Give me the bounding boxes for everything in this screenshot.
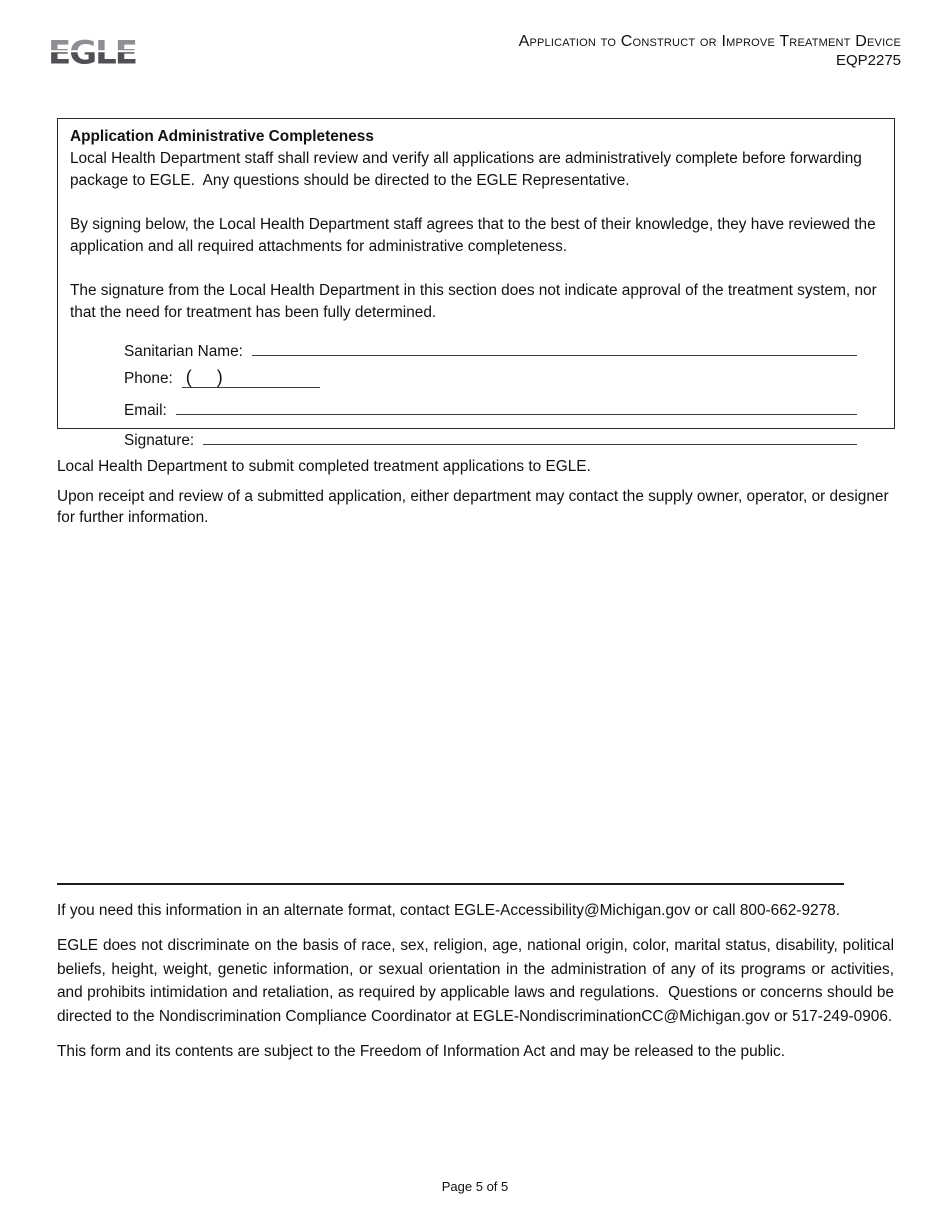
signature-label: Signature:	[124, 431, 195, 449]
signature-row	[124, 425, 857, 455]
page-number: Page 5 of 5	[441, 1179, 509, 1194]
nondiscrimination-note: EGLE does not discriminate on the basis of race, sex, religion, age, national origin, color, marital status, disability, political beliefs, height, weight, genetic information, or sexual orientation in the administration of any of its programs or activities, and prohibits intimidation and retaliation, as required by applicable laws and regulations. Questions or concerns should be directed to the Nondiscrimination Compliance Coordinator at EGLE-NondiscriminationCC@Michigan.gov or 517-249-0906.	[57, 937, 894, 1025]
foia-note: This form and its contents are subject to the Freedom of Information Act and may be released to the public.	[57, 1043, 786, 1061]
phone-label: Phone:	[124, 369, 173, 387]
section-title: Application Administrative Completeness	[70, 128, 374, 145]
footnote-divider	[57, 883, 844, 885]
email-label: Email:	[124, 402, 167, 419]
administrative-completeness-section	[57, 118, 895, 449]
phone-input[interactable]: ( )	[182, 366, 320, 388]
sanitarian-name-input[interactable]	[252, 336, 857, 356]
document-title: Application to Construct or Improve Treatment Device	[518, 33, 901, 50]
body-paragraph: Upon receipt and review of a submitted application, either department may contact the supply owner, operator, or designer for further information.	[57, 487, 889, 526]
body-paragraph: Local Health Department to submit completed treatment applications to EGLE.	[57, 458, 591, 475]
section-paragraph: Local Health Department staff shall review and verify all applications are administratively complete before forwarding package to EGLE. Any questions should be directed to the EGLE Representative.	[70, 150, 862, 189]
section-paragraph: The signature from the Local Health Department in this section does not indicate approval of the treatment system, nor that the need for treatment has been fully determined.	[70, 282, 877, 321]
accessibility-note: If you need this information in an alternate format, contact EGLE-Accessibility@Michigan.gov or call 800-662-9278.	[57, 902, 840, 919]
sanitarian-name-label: Sanitarian Name:	[124, 343, 243, 360]
egle-logo: EGLE	[48, 34, 137, 72]
submission-instructions	[57, 456, 895, 529]
form-number: EQP2275	[835, 52, 901, 69]
sanitarian-name-row	[124, 336, 857, 366]
footer-notes	[57, 899, 894, 1063]
email-input[interactable]	[176, 395, 857, 415]
email-row	[124, 395, 857, 425]
document-header	[519, 32, 901, 70]
section-paragraph: By signing below, the Local Health Department staff agrees that to the best of their knowledge, they have reviewed the application and all required attachments for administrative completeness.	[70, 216, 876, 255]
signature-input[interactable]	[203, 425, 857, 445]
signature-fields	[124, 336, 857, 454]
phone-row	[124, 366, 857, 396]
